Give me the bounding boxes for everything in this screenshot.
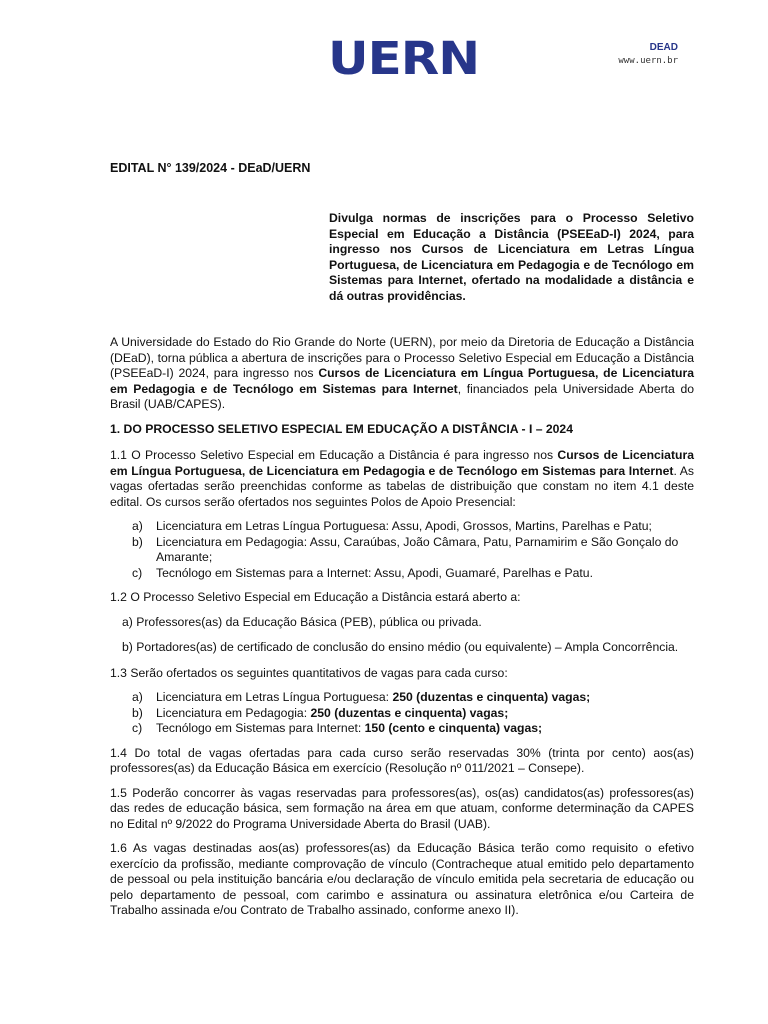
polos-list xyxy=(110,519,694,581)
list-marker: b) xyxy=(132,705,143,720)
list-item xyxy=(110,706,694,722)
list-item-text: Licenciatura em Letras Língua Portuguesa: Assu, Apodi, Grossos, Martins, Parelhas e Patu; xyxy=(156,519,652,533)
list-marker: c) xyxy=(132,721,143,735)
list-item xyxy=(110,721,694,737)
paragraph-1-2-b: b) Portadores(as) de certificado de conclusão do ensino médio (ou equivalente) – Ampla Concorrência. xyxy=(122,640,679,654)
website-url: www.uern.br xyxy=(618,56,678,66)
vaga-count: 150 (cento e cinquenta) vagas; xyxy=(364,721,543,735)
list-marker: c) xyxy=(132,565,143,580)
vaga-course: Tecnólogo em Sistemas para Internet: xyxy=(156,721,365,735)
list-marker: b) xyxy=(132,534,143,549)
uern-logo: UERN xyxy=(328,32,480,85)
list-marker: a) xyxy=(132,519,143,533)
dept-label: DEAD xyxy=(649,42,678,53)
intro-text: A Universidade do Estado do Rio Grande do Norte (UERN), por meio da Diretoria de Educação a Distância (DEaD), torna pública a abertura de inscrições para o Processo Seletivo Especial em Educação a Distância (PSEEaD-I) 2024, para ingresso nos xyxy=(110,335,694,380)
list-item xyxy=(110,566,694,582)
paragraph-1-2: 1.2 O Processo Seletivo Especial em Educação a Distância estará aberto a: xyxy=(110,590,521,604)
document-body xyxy=(110,335,694,928)
intro-courses: Cursos de Licenciatura em Língua Portuguesa, de Licenciatura em Pedagogia e de Tecnólogo em Sistemas para Internet xyxy=(110,366,694,396)
intro-paragraph xyxy=(110,335,694,413)
list-marker: a) xyxy=(132,690,143,704)
list-item xyxy=(110,519,694,535)
header-dept-block xyxy=(598,42,678,67)
list-item xyxy=(110,690,694,706)
list-item xyxy=(110,535,694,566)
list-item-text: Tecnólogo em Sistemas para a Internet: Assu, Apodi, Guamaré, Parelhas e Patu. xyxy=(156,565,593,580)
paragraph-1-2-a: a) Professores(as) da Educação Básica (PEB), pública ou privada. xyxy=(122,614,482,629)
vagas-list xyxy=(110,690,694,737)
ementa: Divulga normas de inscrições para o Processo Seletivo Especial em Educação a Distância (PSEEaD-I) 2024, para ingresso nos Cursos de Licenciatura em Letras Língua Portuguesa, de Licenciatura em Pedagogia e de Tecnólogo em Sistemas para Internet, ofertado na modalidade a distância e dá outras providências. xyxy=(329,211,694,303)
section-1-heading: 1. DO PROCESSO SELETIVO ESPECIAL EM EDUCAÇÃO A DISTÂNCIA - I – 2024 xyxy=(110,421,573,436)
vaga-course: Licenciatura em Pedagogia: xyxy=(156,705,311,720)
intro-text-end: , financiados pela Universidade Aberta do Brasil (UAB/CAPES). xyxy=(110,381,694,411)
p11-courses: Cursos de Licenciatura em Língua Portuguesa, de Licenciatura em Pedagogia e de Tecnólogo em Sistemas para Internet xyxy=(110,448,694,478)
p11-text: 1.1 O Processo Seletivo Especial em Educação a Distância é para ingresso nos xyxy=(110,448,558,462)
paragraph-1-4: 1.4 Do total de vagas ofertadas para cada curso serão reservadas 30% (trinta por cento) aos(as) professores(as) da Educação Básica em exercício (Resolução nº 011/2021 – Consepe). xyxy=(110,745,694,775)
vaga-count: 250 (duzentas e cinquenta) vagas; xyxy=(392,690,591,704)
vaga-course: Licenciatura em Letras Língua Portuguesa: xyxy=(156,690,393,704)
vaga-count: 250 (duzentas e cinquenta) vagas; xyxy=(310,705,509,720)
list-item-text: Licenciatura em Pedagogia: Assu, Caraúbas, João Câmara, Patu, Parnamirim e São Gonçalo do Amarante; xyxy=(156,534,679,564)
paragraph-1-5: 1.5 Poderão concorrer às vagas reservadas para professores(as), os(as) candidatos(as) professores(as) das redes de educação básica, sem formação na área em que atuam, conforme determinação da CAPES no Edital nº 9/2022 do Programa Universidade Aberta do Brasil (UAB). xyxy=(110,785,694,831)
paragraph-1-6: 1.6 As vagas destinadas aos(as) professores(as) da Educação Básica terão como requisito o efetivo exercício da profissão, mediante comprovação de vínculo (Contracheque atual emitido pelo departamento de pessoal ou pela instituição bancária e/ou declaração de vínculo emitida pela secretaria de educação ou pelo departamento de pessoal, com carimbo e assinatura ou assinatura eletrônica e/ou Carteira de Trabalho assinada e/ou Contrato de Trabalho assinado, conforme anexo II). xyxy=(110,841,694,917)
paragraph-1-3: 1.3 Serão ofertados os seguintes quantitativos de vagas para cada curso: xyxy=(110,665,508,680)
p11-text-end: . As vagas ofertadas serão preenchidas conforme as tabelas de distribuição que constam no item 4.1 deste edital. Os cursos serão ofertados nos seguintes Polos de Apoio Presencial: xyxy=(110,463,694,509)
edital-title: EDITAL N° 139/2024 - DEaD/UERN xyxy=(110,161,311,175)
paragraph-1-1 xyxy=(110,448,694,510)
